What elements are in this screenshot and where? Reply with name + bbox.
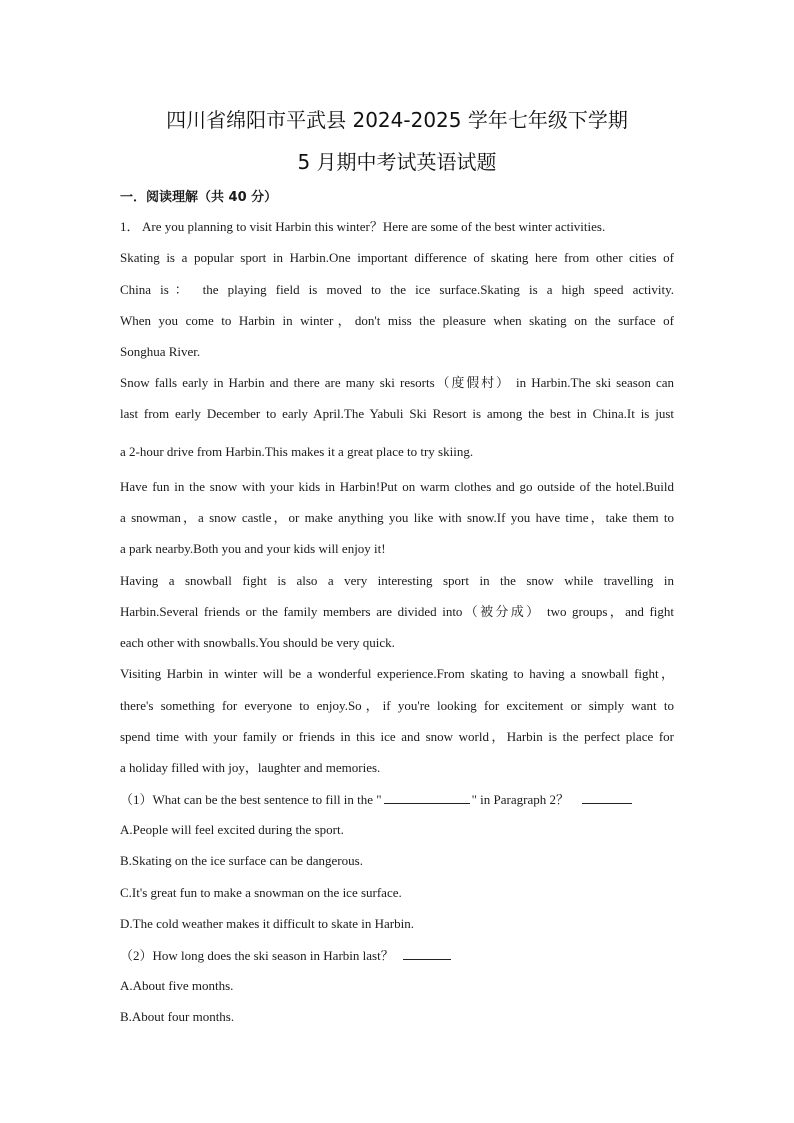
- passage-line: Skating is a popular sport in Harbin.One important difference of skating here from other cities of: [120, 250, 674, 265]
- question-2-stem: [120, 947, 674, 964]
- question-1-stem: [120, 791, 674, 808]
- question-1-option-b: B.Skating on the ice surface can be dangerous.: [120, 853, 363, 868]
- passage-line: When you come to Harbin in winter，don't miss the pleasure when skating on the surface of: [120, 313, 674, 328]
- passage-line: Have fun in the snow with your kids in Harbin!Put on warm clothes and go outside of the hotel.Build: [120, 479, 674, 494]
- passage-line: 1． Are you planning to visit Harbin this winter？Here are some of the best winter activities.: [120, 219, 606, 234]
- passage-line: there's something for everyone to enjoy.So，if you're looking for excitement or simply want to: [120, 698, 674, 713]
- page-title-line2: 5 月期中考试英语试题: [297, 150, 497, 174]
- question-1-option-a: A.People will feel excited during the sport.: [120, 822, 344, 837]
- answer-blank-1[interactable]: [582, 791, 632, 804]
- passage-line: a holiday filled with joy，laughter and memories.: [120, 760, 381, 775]
- passage-line: Having a snowball fight is also a very interesting sport in the snow while travelling in: [120, 573, 674, 588]
- passage-line: each other with snowballs.You should be very quick.: [120, 635, 395, 650]
- section-heading: 一．阅读理解（共 40 分）: [120, 190, 278, 205]
- question-1-stem-before: （1）What can be the best sentence to fill in the ": [120, 792, 382, 807]
- question-1-option-d: D.The cold weather makes it difficult to skate in Harbin.: [120, 916, 414, 931]
- question-1-stem-after: " in Paragraph 2？: [471, 792, 569, 807]
- passage-line: Songhua River.: [120, 344, 201, 359]
- passage-line: a park nearby.Both you and your kids will enjoy it!: [120, 541, 386, 556]
- passage-line: Harbin.Several friends or the family members are divided into（被分成） two groups，and fight: [120, 604, 674, 619]
- passage-line: China is： the playing field is moved to the ice surface.Skating is a high speed activity.: [120, 282, 674, 297]
- passage-line: last from early December to early April.The Yabuli Ski Resort is among the best in China.It is just: [120, 406, 674, 421]
- answer-blank-2[interactable]: [403, 947, 451, 960]
- passage-blank: [384, 791, 470, 804]
- question-2-option-a: A.About five months.: [120, 978, 234, 993]
- passage-line: Visiting Harbin in winter will be a wonderful experience.From skating to having a snowball fight，: [120, 666, 674, 681]
- question-2-stem-text: （2）How long does the ski season in Harbin last？: [120, 948, 394, 963]
- passage-line: a snowman，a snow castle，or make anything you like with snow.If you have time，take them to: [120, 510, 674, 525]
- question-1-option-c: C.It's great fun to make a snowman on the ice surface.: [120, 885, 402, 900]
- question-2-option-b: B.About four months.: [120, 1009, 235, 1024]
- page-title-line1: 四川省绵阳市平武县 2024-2025 学年七年级下学期: [166, 108, 628, 132]
- passage-line: a 2-hour drive from Harbin.This makes it a great place to try skiing.: [120, 444, 474, 459]
- passage-line: Snow falls early in Harbin and there are many ski resorts（度假村） in Harbin.The ski season can: [120, 375, 674, 390]
- passage-line: spend time with your family or friends in this ice and snow world，Harbin is the perfect place for: [120, 729, 674, 744]
